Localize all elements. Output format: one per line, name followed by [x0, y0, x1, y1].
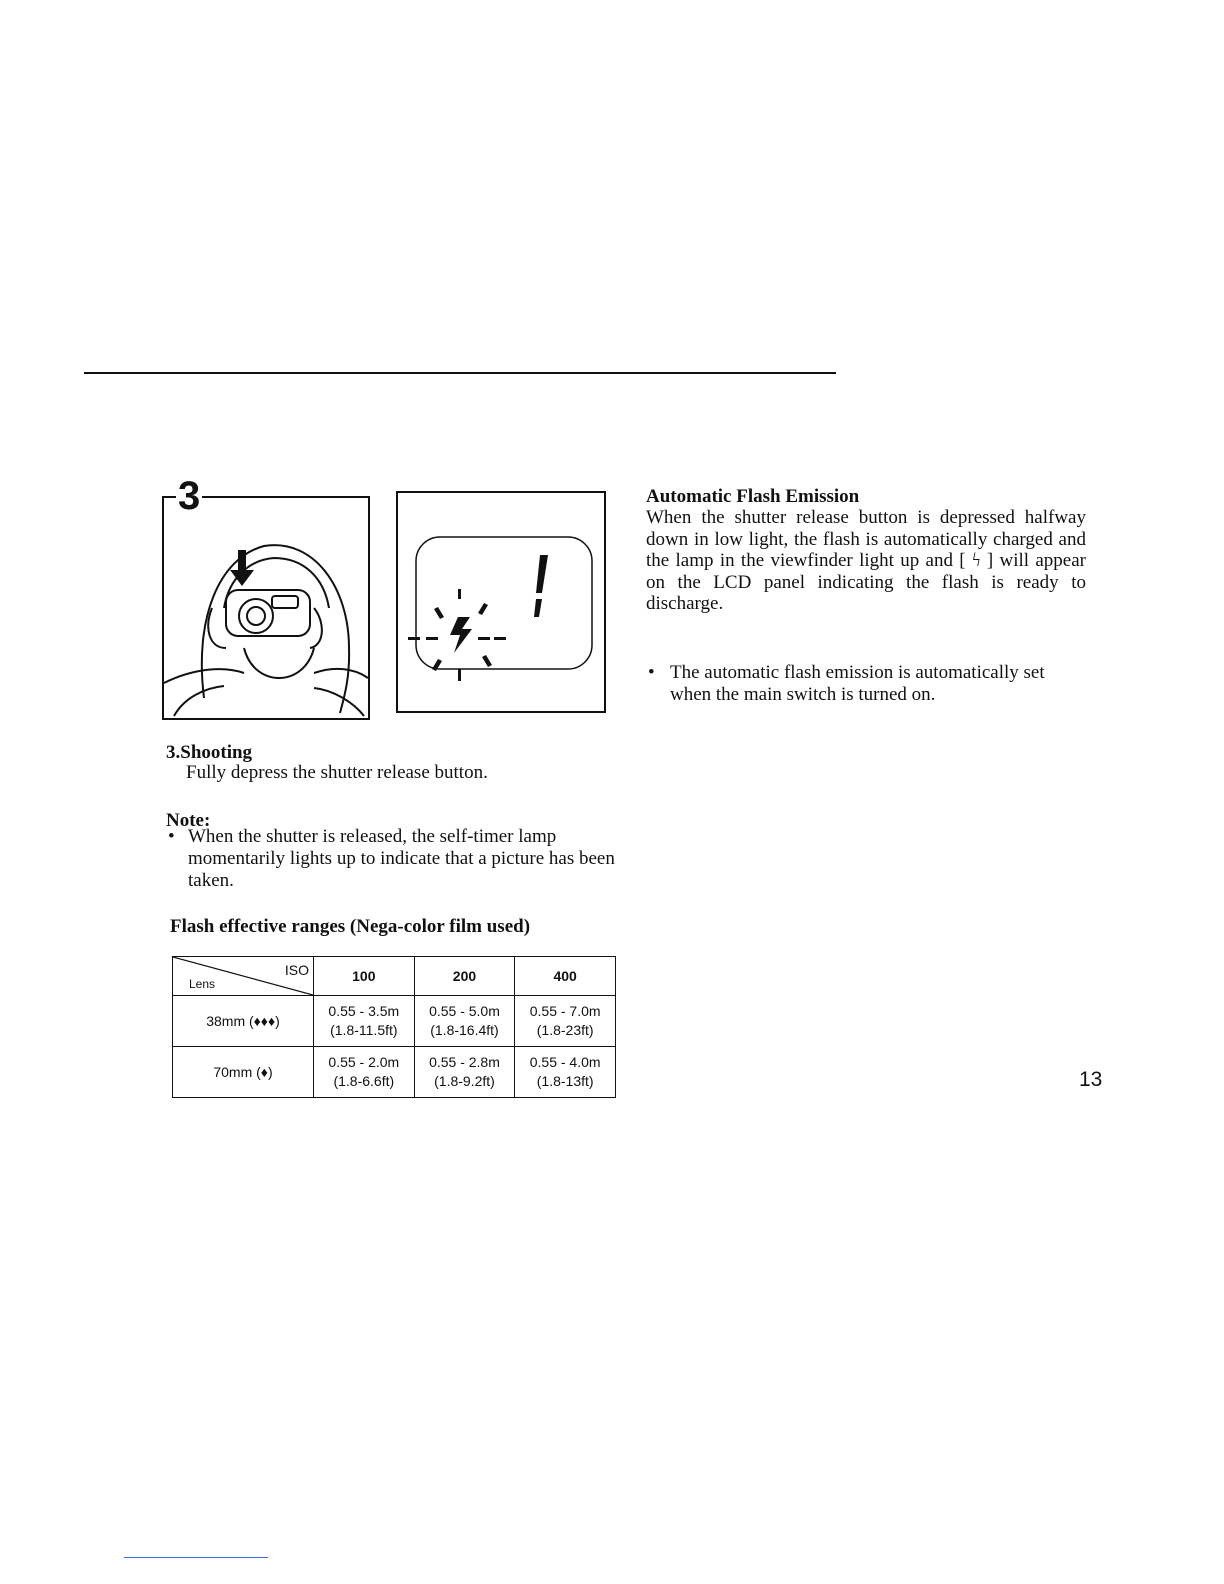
lens-cell: 70mm (♦) — [173, 1047, 314, 1098]
note-heading: Note: — [166, 810, 211, 831]
table-title: Flash effective ranges (Nega-color film used) — [170, 916, 531, 937]
table-header-row — [173, 957, 616, 996]
iso-column-header: 200 — [414, 957, 515, 996]
lcd-panel-illustration — [396, 491, 606, 713]
flash-symbol — [408, 589, 506, 681]
section-body: Fully depress the shutter release button. — [186, 762, 488, 783]
flash-ready-icon — [398, 493, 604, 711]
bottom-rule — [124, 1557, 268, 1558]
lens-label: Lens — [189, 977, 216, 991]
range-feet: (1.8-23ft) — [536, 1022, 594, 1038]
range-metric: 0.55 - 2.0m — [328, 1054, 400, 1070]
bullet-icon: • — [648, 662, 655, 683]
range-cell — [414, 996, 515, 1047]
iso-label: ISO — [284, 962, 309, 978]
range-metric: 0.55 - 5.0m — [429, 1003, 500, 1019]
flash-emission-body: When the shutter release button is depressed halfway down in low light, the flash is automatically charged and the lamp in the viewfinder light up and [ ϟ ] will appear on the LCD panel indicating the flash is ready to discharge. — [646, 507, 1086, 614]
iso-column-header: 400 — [515, 957, 616, 996]
page-number: 13 — [1079, 1068, 1103, 1091]
range-metric: 0.55 - 3.5m — [328, 1003, 400, 1019]
range-cell — [314, 996, 415, 1047]
section-title-text: Shooting — [180, 742, 253, 763]
range-feet: (1.8-11.5ft) — [330, 1022, 398, 1038]
shooting-illustration — [162, 496, 370, 720]
table-row — [173, 996, 616, 1047]
section-number: 3. — [166, 742, 181, 763]
person-with-camera-icon — [164, 498, 368, 718]
flash-emission-note — [648, 662, 1088, 706]
iso-column-header: 100 — [314, 957, 415, 996]
range-metric: 0.55 - 4.0m — [529, 1054, 601, 1070]
figure-number: 3 — [178, 474, 201, 518]
note-item — [168, 826, 616, 892]
range-metric: 0.55 - 7.0m — [529, 1003, 601, 1019]
lens-cell: 38mm (♦♦♦) — [173, 996, 314, 1047]
flash-range-table — [172, 956, 616, 1098]
flash-emission-heading: Automatic Flash Emission — [646, 486, 860, 507]
range-metric: 0.55 - 2.8m — [429, 1054, 500, 1070]
range-feet: (1.8-13ft) — [536, 1073, 594, 1089]
table-row — [173, 1047, 616, 1098]
section-title — [166, 742, 252, 764]
top-rule — [84, 372, 836, 374]
note-item-text: When the shutter is released, the self-timer lamp momentarily lights up to indicate that a picture has been taken. — [188, 826, 615, 891]
range-cell — [515, 1047, 616, 1098]
range-cell — [314, 1047, 415, 1098]
range-feet: (1.8-9.2ft) — [434, 1073, 495, 1089]
flash-emission-note-text: The automatic flash emission is automatically set when the main switch is turned on. — [670, 662, 1045, 705]
range-cell — [414, 1047, 515, 1098]
range-cell — [515, 996, 616, 1047]
table-corner-cell — [173, 957, 314, 996]
frame-counter-digit — [534, 555, 548, 617]
range-feet: (1.8-16.4ft) — [430, 1022, 499, 1038]
bullet-icon: • — [168, 826, 175, 847]
range-feet: (1.8-6.6ft) — [333, 1073, 395, 1089]
